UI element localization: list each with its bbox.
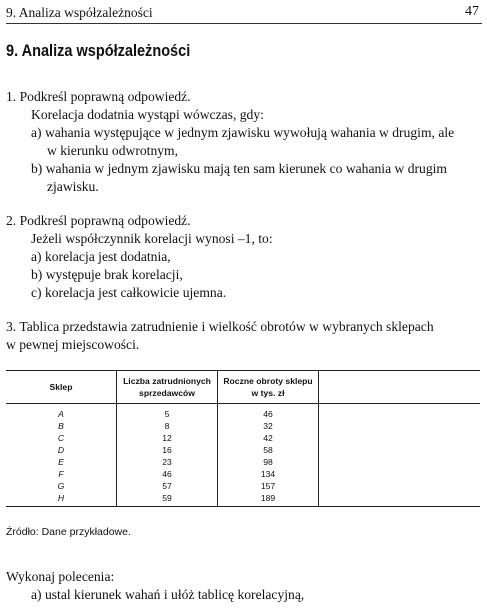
table-row (6, 492, 480, 507)
table-cell: 32 (218, 420, 319, 432)
table-cell: 8 (117, 420, 218, 432)
q1-option-a-line2: w kierunku odwrotnym, (47, 143, 179, 158)
table-cell-empty (319, 420, 481, 432)
table-cell: D (57, 445, 65, 455)
task-item-a: a) ustal kierunek wahań i ułóż tablicę korelacyjną, (31, 587, 305, 602)
table-cell: 157 (218, 480, 319, 492)
header-rule (6, 23, 482, 24)
table-cell: 46 (218, 404, 319, 421)
q1-option-b-line1: b) wahania w jednym zjawisku mają ten sam kierunek co wahania w drugim (31, 161, 447, 176)
table-header-cell: Sklep (6, 371, 117, 404)
q2-option-b: b) występuje brak korelacji, (31, 267, 183, 282)
table-row (6, 444, 480, 456)
table-cell-empty (319, 468, 481, 480)
table-row (6, 404, 480, 421)
table-cell: H (6, 492, 117, 507)
table-header-row (6, 371, 480, 404)
table-source-note: Źródło: Dane przykładowe. (6, 526, 131, 538)
table-cell: 46 (117, 468, 218, 480)
table-row (6, 456, 480, 468)
table-header-empty (319, 371, 481, 404)
q2-intro: 2. Podkreśl poprawną odpowiedź. (6, 213, 191, 228)
running-header (6, 0, 479, 24)
table-cell: 134 (218, 468, 319, 480)
q2-option-c: c) korelacja jest całkowicie ujemna. (31, 285, 227, 300)
table-cell: 42 (218, 432, 319, 444)
table-cell: F (58, 469, 64, 479)
table-cell-empty (319, 480, 481, 492)
q1-intro: 1. Podkreśl poprawną odpowiedź. (6, 89, 191, 104)
table-cell: E (58, 457, 64, 467)
chapter-title: 9. Analiza współzależności (6, 42, 191, 60)
table-row (6, 468, 480, 480)
table-row (6, 432, 480, 444)
table-cell: B (58, 421, 64, 431)
table-cell: 57 (117, 480, 218, 492)
q3-line2: w pewnej miejscowości. (6, 337, 140, 352)
table-cell: A (58, 409, 64, 419)
table-cell: 12 (117, 432, 218, 444)
table-cell: 23 (117, 456, 218, 468)
q1-option-a-line1: a) wahania występujące w jednym zjawisku wywołują wahania w drugim, ale (31, 125, 455, 140)
page-number: 47 (465, 4, 479, 19)
table-row (6, 480, 480, 492)
header-section-title: 9. Analiza współzależności (6, 5, 153, 20)
table-cell-empty (319, 444, 481, 456)
table-row (6, 420, 480, 432)
table-header-cell: Roczne obroty sklepu w tys. zł (218, 371, 319, 404)
q2-prompt: Jeżeli współczynnik korelacji wynosi –1, to: (31, 231, 273, 246)
table-cell-empty (319, 456, 481, 468)
table-cell: 189 (218, 492, 319, 507)
table-cell: 98 (218, 456, 319, 468)
table-header-cell: Liczba zatrudnionych sprzedawców (117, 371, 218, 404)
table-cell: 59 (117, 492, 218, 507)
q1-option-b-line2: zjawisku. (47, 179, 99, 194)
q1-prompt: Korelacja dodatnia wystąpi wówczas, gdy: (31, 107, 264, 122)
table-cell-empty (319, 432, 481, 444)
data-table (6, 370, 480, 507)
table-cell: C (57, 433, 65, 443)
table-cell: 58 (218, 444, 319, 456)
table-cell: G (57, 481, 65, 491)
table-cell-empty (319, 404, 481, 421)
table-cell: 16 (117, 444, 218, 456)
task-intro: Wykonaj polecenia: (6, 569, 115, 584)
q3-line1: 3. Tablica przedstawia zatrudnienie i wielkość obrotów w wybranych sklepach (6, 319, 434, 334)
table-cell: 5 (117, 404, 218, 421)
table-cell-empty (319, 492, 481, 507)
q2-option-a: a) korelacja jest dodatnia, (31, 249, 171, 264)
